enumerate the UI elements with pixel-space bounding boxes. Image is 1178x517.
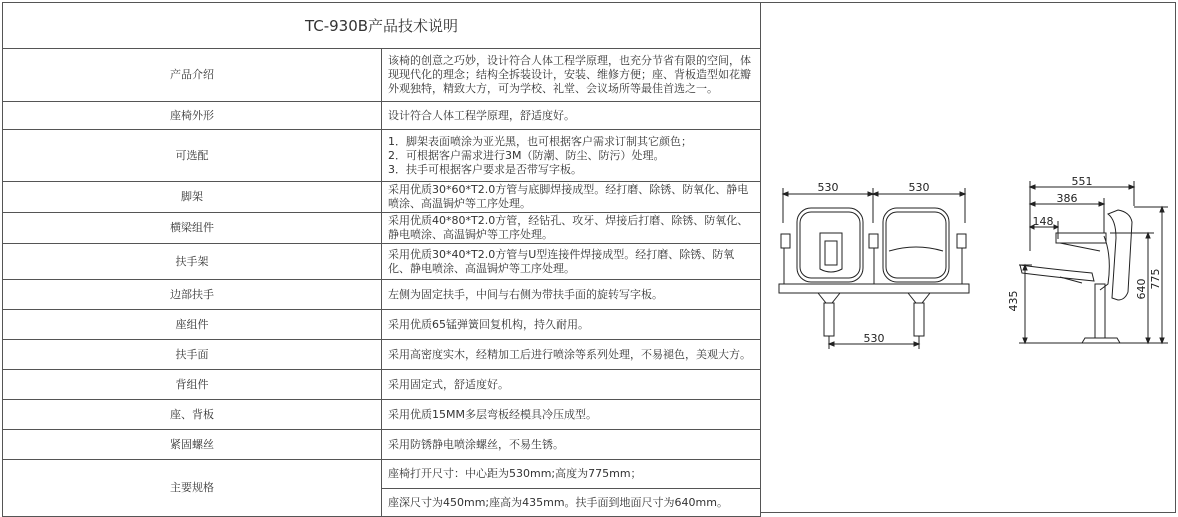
row-content: 座深尺寸为450mm;座高为435mm。扶手面到地面尺寸为640mm。 <box>382 489 761 517</box>
option-line: 2．可根据客户需求进行3M（防潮、防尘、防污）处理。 <box>388 148 665 162</box>
spec-title: TC-930B产品技术说明 <box>3 3 761 49</box>
row-label: 产品介绍 <box>3 49 382 102</box>
row-content: 采用高密度实木，经精加工后进行喷涂等系列处理，不易褪色，美观大方。 <box>382 340 761 370</box>
table-row <box>3 280 761 310</box>
table-row <box>3 49 761 102</box>
row-label: 扶手架 <box>3 244 382 280</box>
front-view <box>779 188 969 349</box>
table-row <box>3 182 761 213</box>
option-line: 3．扶手可根据客户要求是否带写字板。 <box>388 162 582 176</box>
row-label: 横梁组件 <box>3 213 382 244</box>
technical-drawing-panel <box>761 2 1176 513</box>
side-view <box>1019 181 1168 343</box>
row-content: 左侧为固定扶手，中间与右侧为带扶手面的旋转写字板。 <box>382 280 761 310</box>
row-content: 采用优质30*60*T2.0方管与底脚焊接成型。经打磨、除锈、防氧化、静电喷涂、高温锔炉等工序处理。 <box>382 182 761 213</box>
spec-table <box>2 2 761 517</box>
row-content: 该椅的创意之巧妙，设计符合人体工程学原理，也充分节省有限的空间，体现现代化的理念；结构全拆装设计，安装、维修方便；座、背板造型如花瓣外观独特，精致大方，可为学校、礼堂、会议场所等最佳首选之一。 <box>382 49 761 102</box>
front-dim-top-left: 530 <box>817 181 839 194</box>
table-row <box>3 310 761 340</box>
table-row <box>3 400 761 430</box>
row-label: 座、背板 <box>3 400 382 430</box>
row-label: 紧固螺丝 <box>3 430 382 460</box>
table-row <box>3 340 761 370</box>
side-dim-775: 775 <box>1149 268 1162 290</box>
option-line: 1．脚架表面喷涂为亚光黑，也可根据客户需求订制其它颜色； <box>388 134 692 148</box>
side-dim-148: 148 <box>1032 215 1054 228</box>
row-content: 设计符合人体工程学原理，舒适度好。 <box>382 102 761 130</box>
row-content: 采用防锈静电喷涂螺丝，不易生锈。 <box>382 430 761 460</box>
row-content: 采用优质30*40*T2.0方管与U型连接件焊接成型。经打磨、除锈、防氧化、静电喷涂、高温锔炉等工序处理。 <box>382 244 761 280</box>
row-content: 采用优质65锰弹簧回复机构，持久耐用。 <box>382 310 761 340</box>
row-content: 采用固定式，舒适度好。 <box>382 370 761 400</box>
row-label: 边部扶手 <box>3 280 382 310</box>
row-label: 座组件 <box>3 310 382 340</box>
front-dim-bottom: 530 <box>863 332 885 345</box>
table-row <box>3 102 761 130</box>
side-dim-386: 386 <box>1056 192 1078 205</box>
technical-drawing <box>761 3 1175 514</box>
front-dim-top-right: 530 <box>908 181 930 194</box>
side-dim-551: 551 <box>1071 175 1093 188</box>
side-dim-640: 640 <box>1135 278 1148 300</box>
side-dim-435: 435 <box>1007 290 1020 312</box>
table-row <box>3 244 761 280</box>
table-row <box>3 130 761 182</box>
table-row <box>3 430 761 460</box>
title-row <box>3 3 761 49</box>
row-content <box>382 130 761 182</box>
table-row <box>3 460 761 489</box>
row-label: 脚架 <box>3 182 382 213</box>
table-row <box>3 370 761 400</box>
row-content: 座椅打开尺寸：中心距为530mm;高度为775mm； <box>382 460 761 489</box>
row-label: 座椅外形 <box>3 102 382 130</box>
row-label: 扶手面 <box>3 340 382 370</box>
row-label: 背组件 <box>3 370 382 400</box>
row-content: 采用优质15MM多层弯板经模具冷压成型。 <box>382 400 761 430</box>
row-label: 主要规格 <box>3 460 382 517</box>
row-content: 采用优质40*80*T2.0方管，经钻孔、攻牙、焊接后打磨、除锈、防氧化、静电喷涂、高温锔炉等工序处理。 <box>382 213 761 244</box>
row-label: 可选配 <box>3 130 382 182</box>
table-row <box>3 213 761 244</box>
